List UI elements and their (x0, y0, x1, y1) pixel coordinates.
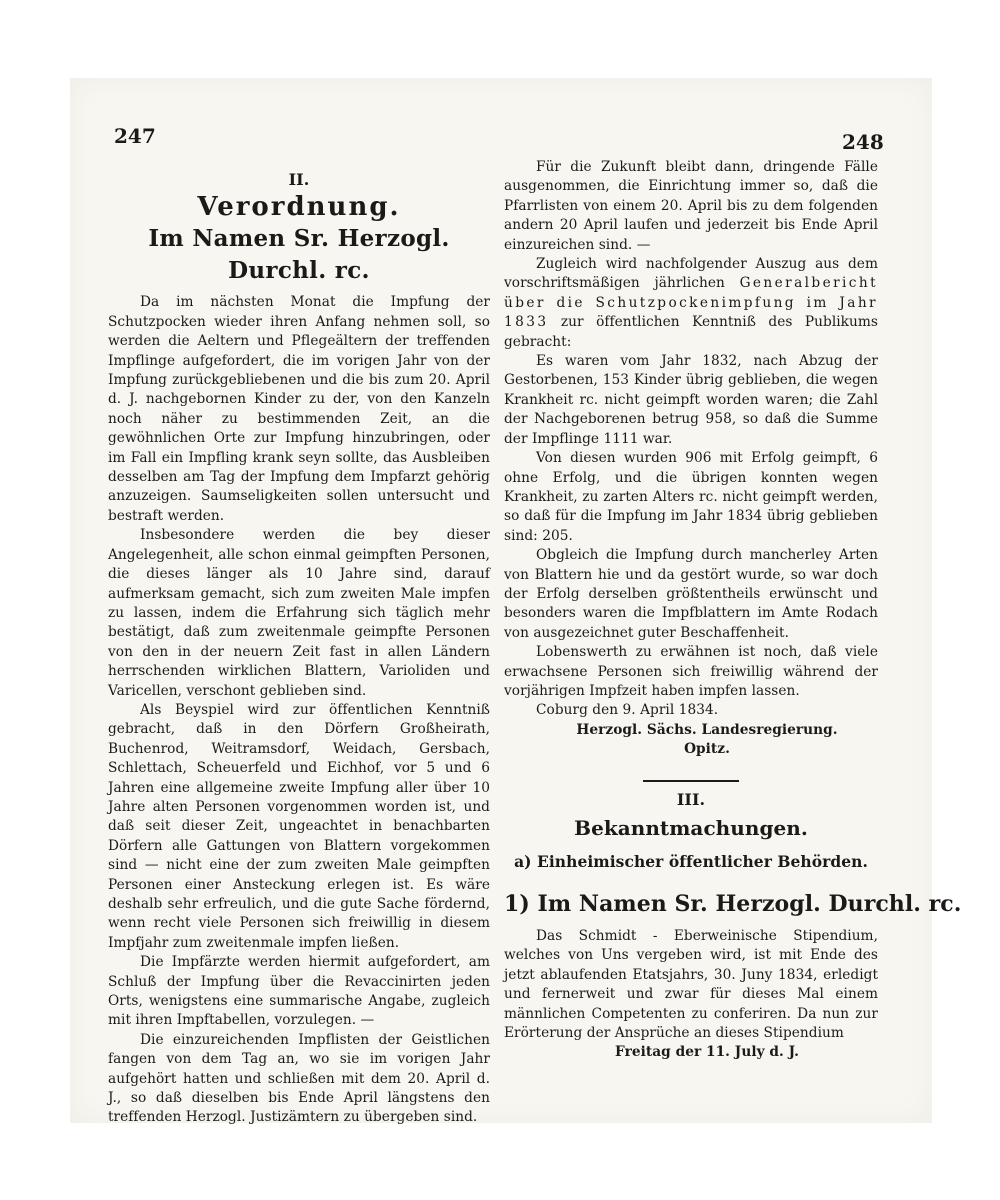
left-column (108, 170, 490, 1128)
dateline: Coburg den 9. April 1834. (536, 702, 719, 719)
paragraph-future: Für die Zukunft bleibt dann, dringende Fälle ausgenommen, die Einrichtung immer so, daß die Pfarrlisten von einem 20. April bis zu dem folgenden andern 20 April laufen und jederzeit bis Ende April einzureichen sind. — (504, 159, 878, 253)
footer-line: Freitag der 11. July d. J. (615, 1044, 799, 1061)
paragraph-3: Als Beyspiel wird zur öffentlichen Kenntniß gebracht, daß in den Dörfern Großheirath, Buchenrod, Weitramsdorf, Weidach, Gersbach, Schlettach, Scheuerfeld und Eichhof, vor 5 und 6 Jahren eine allgemeine zweite Impfung aller über 10 Jahre alten Personen vorgenommen worden ist, und daß seit dieser Zeit, ungeachtet in benachbarten Dörfern alle Gattungen von Blattern vorgekommen sind — nicht eine der zum zweiten Male geimpften Personen einer Ansteckung erlegen ist. Es wäre deshalb sehr erfreulich, und die gute Sache fördernd, wenn recht viele Personen sich freiwillig in diesem Impfjahr zum zweitenmale impfen ließen. (108, 701, 490, 951)
paragraph-report-intro (504, 255, 878, 352)
page-number-right: 248 (842, 130, 884, 154)
report-intro-start: Zugleich wird nachfolgender Auszug aus dem vorschriftsmäßigen jährlichen (504, 256, 878, 292)
section-number-iii: III. (676, 789, 706, 809)
report-intro-end: zur öffentlichen Kenntniß des Publikums gebracht: (504, 314, 878, 350)
paragraph-adults: Lobenswerth zu erwähnen ist noch, daß viele erwachsene Personen sich freiwillig während der vorjährigen Impfzeit haben impfen lassen. (504, 644, 878, 699)
paragraph-statistics-1: Es waren vom Jahr 1832, nach Abzug der Gestorbenen, 153 Kinder übrig geblieben, die wegen Krankheit rc. nicht geimpft worden waren; die Zahl der Nachgeborenen betrug 958, so daß die Summe der Impflinge 1111 war. (504, 353, 878, 447)
paragraph-4: Die Impfärzte werden hiermit aufgefordert, am Schluß der Impfung über die Revaccinirten jeden Orts, wenigstens eine summarische Angabe, zugleich mit ihren Impftabellen, vorzulegen. — (108, 954, 490, 1029)
paragraph-5: Die einzureichenden Impflisten der Geistlichen fangen von dem Tag an, wo sie im vorigen Jahr aufgehört hatten und schließen mit dem 20. April d. J., so daß dieselben bis Ende April längstens den treffenden Herzogl. Justizämtern zu übergeben sind. (108, 1031, 490, 1126)
paragraph-stipend: Das Schmidt - Eberweinische Stipendium, welches von Uns vergeben wird, ist mit Ende des jetzt ablaufenden Etatsjahrs, 30. Juny 1834, erledigt und fernerweit und zwar für dieses Mal einem männlichen Competenten zu conferiren. Da nun zur Erörterung der Ansprüche an dieses Stipendium (504, 928, 878, 1042)
section-number-ii: II. (288, 170, 310, 189)
paragraph-1: Da im nächsten Monat die Impfung der Schutzpocken wieder ihren Anfang nehmen soll, so werden die Aeltern und Pflegeältern der treffenden Impflinge aufgefordert, die im vorigen Jahr von der Impfung zurückgebliebenen und die bis zum 20. April d. J. nachgebornen Kinder zu der, von den Kanzeln noch näher zu bestimmenden Zeit, an die gewöhnlichen Orte zur Impfung hinzubringen, oder im Fall ein Impfling krank seyn sollte, das Ausbleiben desselben am Tag der Impfung dem Impfarzt gehörig anzuzeigen. Saumseligkeiten sollen untersucht und bestraft werden. (108, 294, 490, 524)
section-divider (643, 780, 739, 782)
paragraph-outcome: Obgleich die Impfung durch mancherley Arten von Blattern hie und da gestört wurde, so war doch der Erfolg derselben größtentheils erwünscht und besonders waren die Impfblattern im Amte Rodach von ausgezeichnet guter Beschaffenheit. (504, 547, 878, 641)
ordinance-subtitle: Im Namen Sr. Herzogl. Durchl. rc. (148, 225, 450, 285)
right-column (504, 158, 962, 1063)
official-signature: Opitz. (684, 741, 730, 758)
subsection-title: a) Einheimischer öffentlicher Behörden. (514, 852, 868, 871)
announcements-title: Bekanntmachungen. (574, 816, 808, 840)
paragraph-statistics-2: Von diesen wurden 906 mit Erfolg geimpft, 6 ohne Erfolg, und die übrigen konnten wegen Krankheit, zu zarten Alters rc. nicht geimpft werden, so daß für die Impfung im Jahr 1834 übrig geblieben sind: 205. (504, 450, 878, 544)
authority-signature: Herzogl. Sächs. Landesregierung. (576, 721, 838, 738)
page-number-left: 247 (114, 124, 156, 148)
paragraph-2: Insbesondere werden die bey dieser Angelegenheit, alle schon einmal geimpften Personen, die dieses länger als 10 Jahre sind, darauf aufmerksam gemacht, sich zum zweiten Male impfen zu lassen, indem die Erfahrung sich täglich mehr bestätigt, daß zum zweitenmale geimpfte Personen von den in der neuern Zeit fast in allen Ländern herrschenden wirklichen Blattern, Varioliden und Varicellen, verschont geblieben sind. (108, 527, 490, 699)
ordinance-title: Verordnung. (197, 192, 401, 223)
item-title: 1) Im Namen Sr. Herzogl. Durchl. rc. (504, 891, 962, 917)
report-title-spaced: Generalbericht über die Schutzpockenimpfung im Jahr 1833 (504, 275, 878, 331)
